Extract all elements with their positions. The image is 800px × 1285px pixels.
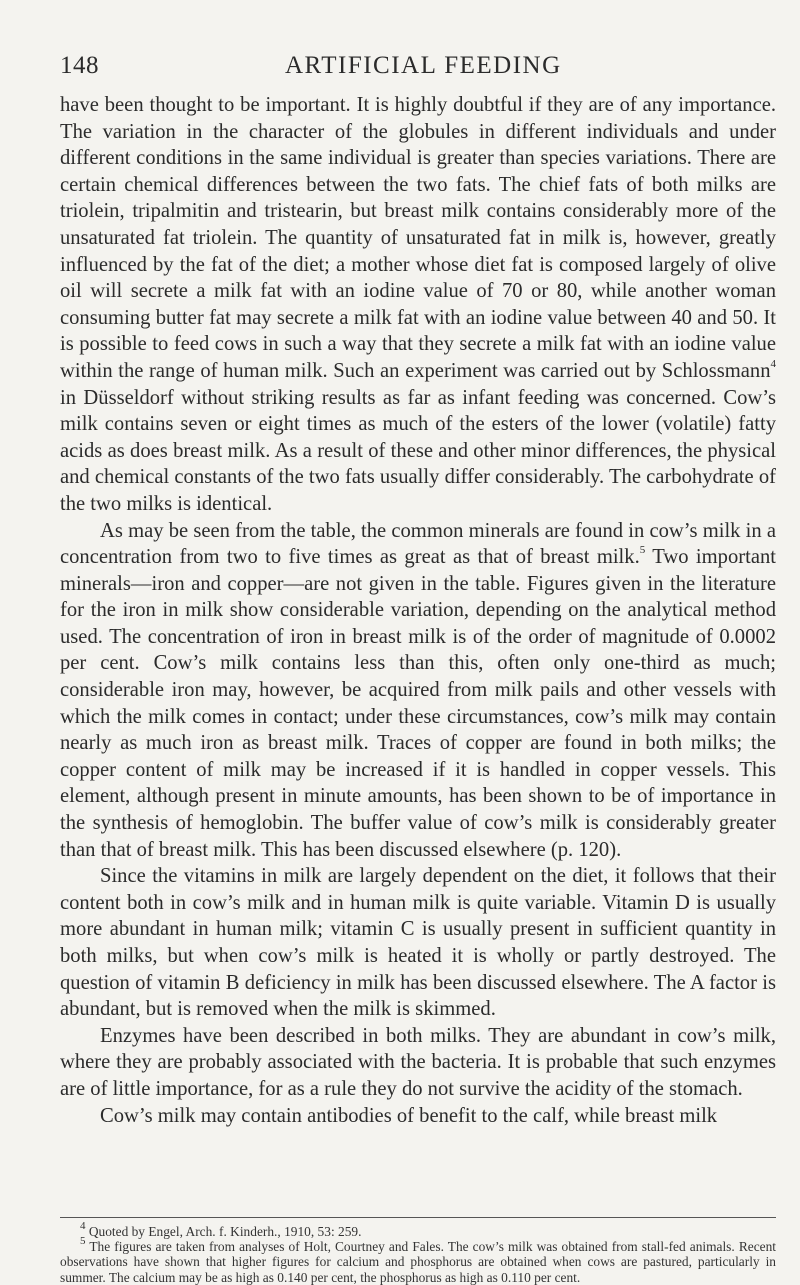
footnotes xyxy=(60,1219,776,1285)
footnote-ref: 5 xyxy=(639,544,646,557)
paragraph-vitamins: Since the vitamins in milk are largely dependent on the diet, it follows that their content both in cow’s milk and in human milk is quite variable. Vitamin D is usually more abundant in human milk; vitamin C is usually present in sufficient quantity in both milks, but when cow’s milk is heated it is wholly or partly destroyed. The question of vitamin B deficiency in milk has been discussed elsewhere. The A factor is abundant, but is removed when the milk is skimmed. xyxy=(60,865,776,1021)
running-title: ARTIFICIAL FEEDING xyxy=(285,52,562,79)
footnote-4 xyxy=(60,1219,776,1239)
footnote-ref: 4 xyxy=(770,358,776,371)
footnote-5 xyxy=(60,1234,776,1285)
footnote-divider xyxy=(60,1217,776,1218)
paragraph-text: in Düsseldorf without striking results as far as infant feeding was concerned. Cow’s milk contains seven or eight times as much of the esters of the lower (volatile) fatty acids as does breast milk. As a result of these and other minor differences, the physical and chemical constants of the two fats usually differ considerably. The carbohydrate of the two milks is identical. xyxy=(60,386,776,515)
footnote-number: 4 xyxy=(80,1219,86,1232)
paragraph-enzymes: Enzymes have been described in both milks. They are abundant in cow’s milk, where they are probably associated with the bacteria. It is probable that such enzymes are of little importance, for as a rule they do not survive the acidity of the stomach. xyxy=(60,1024,776,1100)
body-text xyxy=(60,92,776,1129)
page-number: 148 xyxy=(60,52,99,79)
paragraph-text: Two important minerals—iron and copper—are not given in the table. Figures given in the literature for the iron in milk show considerable variation, depending on the analytical method used. The concentration of iron in breast milk is of the order of magnitude of 0.0002 per cent. Cow’s milk contains less than this, often only one-third as much; considerable iron may, however, be acquired from milk pails and other vessels with which the milk comes in contact; under these circumstances, cow’s milk may contain nearly as much iron as breast milk. Traces of copper are found in both milks; the copper content of milk may be increased if it is handled in copper vessels. This element, although present in minute amounts, has been shown to be of importance in the synthesis of hemoglobin. The buffer value of cow’s milk is considerably greater than that of breast milk. This has been discussed elsewhere (p. 120). xyxy=(60,546,776,861)
footnote-text: The figures are taken from analyses of Holt, Courtney and Fales. The cow’s milk was obtained from stall-fed animals. Recent observations have shown that higher figures for calcium and phosphorus are obtained when cows are pastured, particularly in summer. The calcium may be as high as 0.140 per cent, the phosphorus as high as 0.110 per cent. xyxy=(60,1239,776,1285)
footnote-number: 5 xyxy=(80,1234,86,1247)
paragraph-antibodies: Cow’s milk may contain antibodies of benefit to the calf, while breast milk xyxy=(100,1104,718,1127)
footnote-text: Quoted by Engel, Arch. f. Kinderh., 1910, 53: 259. xyxy=(85,1224,362,1239)
paragraph-fats xyxy=(60,92,776,518)
paragraph-text: As may be seen from the table, the common minerals are found in cow’s milk in a concentration from two to five times as great as that of breast milk. xyxy=(60,519,776,569)
paragraph-text: have been thought to be important. It is highly doubtful if they are of any importance. The variation in the character of the globules in different individuals and under different conditions in the same individual is greater than species variations. There are certain chemical differences between the two fats. The chief fats of both milks are triolein, tripalmitin and tristearin, but breast milk contains considerably more of the unsaturated fat triolein. The quantity of unsaturated fat in milk is, however, greatly influenced by the fat of the diet; a mother whose diet fat is composed largely of olive oil will secrete a milk fat with an iodine value of 70 or 80, while another woman consuming butter fat may secrete a milk fat with an iodine value between 40 and 50. It is possible to feed cows in such a way that they secrete a milk fat with an iodine value within the range of human milk. Such an experiment was carried out by Schlossmann xyxy=(60,94,776,382)
paragraph-minerals xyxy=(60,518,776,864)
page-header xyxy=(0,52,800,88)
